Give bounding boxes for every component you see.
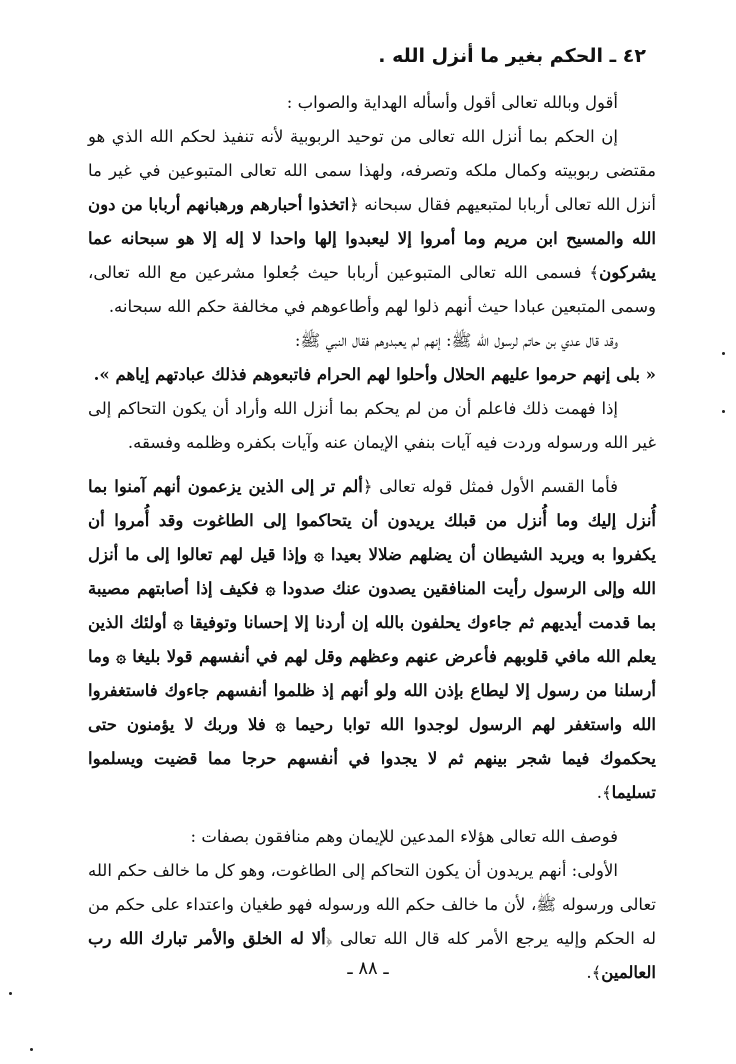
scan-speck — [722, 410, 725, 413]
quran-quote: اتخذوا أحبارهم ورهبانهم أربابا من دون الله والمسيح ابن مريم وما أمروا إلا ليعبدوا إلها واحدا لا إله إلا هو سبحانه عما يشركون — [88, 195, 656, 282]
hadith-quote-line — [88, 358, 656, 392]
quran-quote: ألم تر إلى الذين يزعمون أنهم آمنوا بما أُنزل إليك وما أُنزل من قبلك يريدون أن يتحاكموا إلى الطاغوت وقد أُمروا أن يكفروا به ويريد الشيطان أن يضلهم ضلالا بعيدا ۞ وإذا قيل لهم تعالوا إلى ما أنزل الله وإلى الرسول رأيت المنافقين يصدون عنك صدودا ۞ فكيف إذا أصابتهم مصيبة بما قدمت أيديهم ثم جاءوك يحلفون بالله إن أردنا إلا إحسانا وتوفيقا ۞ أولئك الذين يعلم الله مافي قلوبهم فأعرض عنهم وعظهم وقل لهم في أنفسهم قولا بليغا ۞ وما أرسلنا من رسول إلا ليطاع بإذن الله ولو أنهم إذ ظلموا أنفسهم جاءوك فاستغفروا الله واستغفر لهم الرسول لوجدوا الله توابا رحيما ۞ فلا وربك لا يؤمنون حتى يحكموك فيما شجر بينهم ثم لا يجدوا في أنفسهم حرجا مما قضيت ويسلموا تسليما — [88, 477, 656, 802]
paragraph-conclusion: إذا فهمت ذلك فاعلم أن من لم يحكم بما أنزل الله وأراد أن يكون التحاكم إلى غير الله ورسوله وردت فيه آيات بنفي الإيمان عنه وآيات بكفره وظلمه وفسقه. — [88, 399, 656, 452]
scan-speck — [30, 1048, 33, 1051]
paragraph-attributes: فوصف الله تعالى هؤلاء المدعين للإيمان وهم منافقون بصفات : — [190, 827, 618, 846]
section-heading: ٤٢ ـ الحكم بغير ما أنزل الله . — [378, 45, 646, 67]
paragraph-text: ﴾ فسمى الله تعالى المتبوعين أربابا حيث جُعلوا مشرعين مع الله تعالى، وسمى المتبعين عبادا حيث أنهم ذلوا لهم وأطاعوهم في مخالفة حكم الله سبحانه. — [88, 263, 656, 316]
paragraph-text: وقد قال عدي بن حاتم لرسول الله ﷺ: إنهم لم يعبدوهم فقال النبي ﷺ: — [294, 331, 618, 350]
paragraph-text: فأما القسم الأول فمثل قوله تعالى ﴿ — [362, 477, 618, 496]
paragraph-text: إن الحكم بما أنزل الله تعالى من توحيد الربوبية لأنه تنفيذ لحكم الله الذي هو مقتضى ربوبيته وكمال ملكه وتصرفه، ولهذا سمى الله تعالى المتبوعين في غير ما أنزل الله تعالى أربابا لمتبعيهم فقال سبحانه ﴿ — [88, 127, 656, 214]
scan-speck — [722, 352, 725, 355]
page-number: ـ ٨٨ ـ — [347, 958, 389, 979]
paragraph-first-section — [88, 470, 656, 810]
document-page — [88, 40, 656, 1040]
intro-paragraph: أقول وبالله تعالى أقول وأسأله الهداية والصواب : — [286, 93, 618, 112]
paragraph-text: الأولى: أنهم يريدون أن يكون التحاكم إلى الطاغوت، وهو كل ما خالف حكم الله تعالى ورسوله ﷺ، لأن ما خالف حكم الله ورسوله فهو طغيان واعتداء على حكم من له الحكم وإليه يرجع الأمر كله قال الله تعالى ﴿ — [88, 861, 656, 948]
quran-quote: ألا له الخلق والأمر تبارك الله رب العالمين — [88, 929, 656, 982]
paragraph-hadith — [88, 324, 656, 358]
paragraph-text: ﴾. — [596, 783, 612, 802]
scan-speck — [9, 992, 12, 995]
hadith-quote: « بلى إنهم حرموا عليهم الحلال وأحلوا لهم الحرام فاتبعوهم فذلك عبادتهم إياهم ». — [93, 365, 656, 384]
paragraph-rububiyya — [88, 120, 656, 324]
paragraph-text: ﴾. — [586, 963, 602, 982]
